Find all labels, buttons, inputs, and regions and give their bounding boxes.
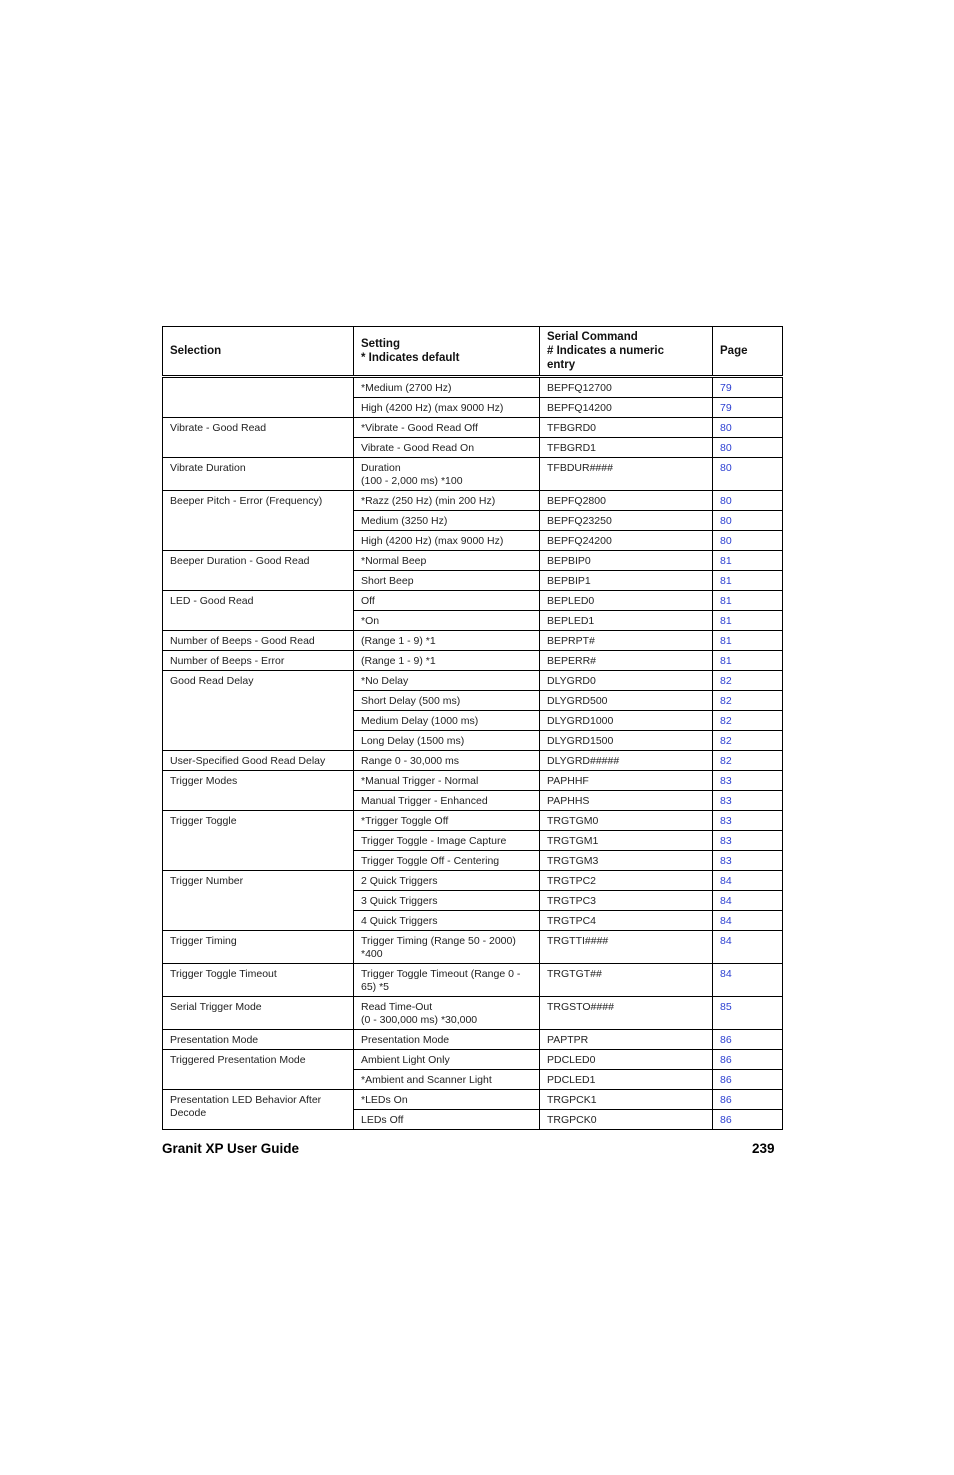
header-serial-title: Serial Command (547, 331, 638, 343)
footer-guide-title: Granit XP User Guide (162, 1141, 300, 1156)
cell-selection: Vibrate - Good Read (163, 418, 354, 458)
page-link[interactable]: 80 (713, 491, 783, 511)
cell-setting: (Range 1 - 9) *1 (354, 651, 540, 671)
cell-serial-command: BEPBIP0 (540, 551, 713, 571)
cell-serial-command: BEPBIP1 (540, 571, 713, 591)
cell-selection: Presentation LED Behavior After Decode (163, 1090, 354, 1130)
page-link[interactable]: 84 (713, 964, 783, 997)
header-page: Page (713, 327, 783, 377)
cell-selection: Beeper Pitch - Error (Frequency) (163, 491, 354, 551)
cell-serial-command: TRGTPC2 (540, 871, 713, 891)
cell-setting: Short Beep (354, 571, 540, 591)
cell-serial-command: TRGPCK0 (540, 1110, 713, 1130)
table-row (163, 458, 783, 491)
cell-serial-command: PAPHHS (540, 791, 713, 811)
cell-serial-command: BEPLED0 (540, 591, 713, 611)
table-row (163, 671, 783, 691)
page-link[interactable]: 83 (713, 831, 783, 851)
page-link[interactable]: 83 (713, 771, 783, 791)
cell-serial-command: BEPFQ24200 (540, 531, 713, 551)
cell-setting: *On (354, 611, 540, 631)
cell-serial-command: TRGTPC3 (540, 891, 713, 911)
cell-selection: Serial Trigger Mode (163, 997, 354, 1030)
cell-serial-command: TRGTPC4 (540, 911, 713, 931)
header-setting-title: Setting (361, 338, 400, 350)
page-link[interactable]: 83 (713, 851, 783, 871)
settings-table (162, 326, 783, 1130)
header-setting (354, 327, 540, 377)
cell-selection: Trigger Toggle Timeout (163, 964, 354, 997)
page-link[interactable]: 79 (713, 398, 783, 418)
page-link[interactable]: 80 (713, 418, 783, 438)
header-serial-command (540, 327, 713, 377)
cell-setting: *LEDs On (354, 1090, 540, 1110)
cell-serial-command: BEPFQ14200 (540, 398, 713, 418)
page-link[interactable]: 82 (713, 731, 783, 751)
page-link[interactable]: 82 (713, 691, 783, 711)
table-row (163, 931, 783, 964)
page-link[interactable]: 81 (713, 551, 783, 571)
page-link[interactable]: 80 (713, 511, 783, 531)
header-setting-note: * Indicates default (361, 352, 460, 364)
cell-serial-command: PAPHHF (540, 771, 713, 791)
cell-selection: Triggered Presentation Mode (163, 1050, 354, 1090)
cell-serial-command: TRGTGM0 (540, 811, 713, 831)
table-row (163, 964, 783, 997)
cell-setting: Presentation Mode (354, 1030, 540, 1050)
table-row (163, 871, 783, 891)
cell-serial-command: DLYGRD0 (540, 671, 713, 691)
cell-serial-command: DLYGRD##### (540, 751, 713, 771)
table-row (163, 551, 783, 571)
page-link[interactable]: 80 (713, 531, 783, 551)
page-link[interactable]: 86 (713, 1030, 783, 1050)
page-link[interactable]: 82 (713, 671, 783, 691)
cell-selection: Presentation Mode (163, 1030, 354, 1050)
page-link[interactable]: 84 (713, 871, 783, 891)
cell-setting: Off (354, 591, 540, 611)
cell-selection: Trigger Toggle (163, 811, 354, 871)
cell-setting: Duration (100 - 2,000 ms) *100 (354, 458, 540, 491)
cell-serial-command: TRGPCK1 (540, 1090, 713, 1110)
cell-serial-command: DLYGRD500 (540, 691, 713, 711)
cell-serial-command: BEPRPT# (540, 631, 713, 651)
cell-setting: Trigger Toggle Off - Centering (354, 851, 540, 871)
cell-setting: LEDs Off (354, 1110, 540, 1130)
cell-selection: Beeper Duration - Good Read (163, 551, 354, 591)
cell-selection: Trigger Modes (163, 771, 354, 811)
cell-selection: Number of Beeps - Error (163, 651, 354, 671)
cell-selection: Vibrate Duration (163, 458, 354, 491)
cell-setting: *Medium (2700 Hz) (354, 377, 540, 398)
header-serial-note-cont: entry (547, 359, 576, 371)
cell-selection: Good Read Delay (163, 671, 354, 751)
page-link[interactable]: 80 (713, 458, 783, 491)
cell-serial-command: PAPTPR (540, 1030, 713, 1050)
cell-serial-command: TRGTTI#### (540, 931, 713, 964)
cell-serial-command: TRGTGT## (540, 964, 713, 997)
cell-setting: 4 Quick Triggers (354, 911, 540, 931)
cell-setting: Long Delay (1500 ms) (354, 731, 540, 751)
cell-serial-command: BEPFQ12700 (540, 377, 713, 398)
page-link[interactable]: 86 (713, 1070, 783, 1090)
page-link[interactable]: 80 (713, 438, 783, 458)
header-selection: Selection (163, 327, 354, 377)
cell-setting: Short Delay (500 ms) (354, 691, 540, 711)
table-row (163, 997, 783, 1030)
cell-setting: Read Time-Out (0 - 300,000 ms) *30,000 (354, 997, 540, 1030)
cell-setting: Range 0 - 30,000 ms (354, 751, 540, 771)
cell-serial-command: BEPFQ23250 (540, 511, 713, 531)
cell-selection: User-Specified Good Read Delay (163, 751, 354, 771)
cell-serial-command: BEPLED1 (540, 611, 713, 631)
table-row (163, 418, 783, 438)
page-link[interactable]: 86 (713, 1090, 783, 1110)
page-link[interactable]: 82 (713, 711, 783, 731)
cell-setting: Ambient Light Only (354, 1050, 540, 1070)
page-link[interactable]: 81 (713, 631, 783, 651)
cell-serial-command: PDCLED0 (540, 1050, 713, 1070)
cell-setting: (Range 1 - 9) *1 (354, 631, 540, 651)
cell-setting: Medium Delay (1000 ms) (354, 711, 540, 731)
cell-setting: *Normal Beep (354, 551, 540, 571)
cell-setting: Trigger Toggle Timeout (Range 0 - 65) *5 (354, 964, 540, 997)
cell-serial-command: DLYGRD1500 (540, 731, 713, 751)
cell-setting: 2 Quick Triggers (354, 871, 540, 891)
page-link[interactable]: 83 (713, 811, 783, 831)
table-row (163, 591, 783, 611)
cell-setting: *Ambient and Scanner Light (354, 1070, 540, 1090)
page-link[interactable]: 81 (713, 651, 783, 671)
cell-setting: *No Delay (354, 671, 540, 691)
cell-selection: Trigger Timing (163, 931, 354, 964)
cell-serial-command: TRGTGM1 (540, 831, 713, 851)
cell-setting: *Trigger Toggle Off (354, 811, 540, 831)
cell-serial-command: TFBGRD1 (540, 438, 713, 458)
cell-serial-command: BEPERR# (540, 651, 713, 671)
cell-setting: Medium (3250 Hz) (354, 511, 540, 531)
table-header-row (163, 327, 783, 377)
page-link[interactable]: 79 (713, 377, 783, 398)
table-row (163, 811, 783, 831)
header-serial-note: # Indicates a numeric (547, 345, 664, 357)
cell-serial-command: TRGSTO#### (540, 997, 713, 1030)
table-row (163, 631, 783, 651)
cell-serial-command: TFBDUR#### (540, 458, 713, 491)
cell-setting: *Manual Trigger - Normal (354, 771, 540, 791)
cell-setting: High (4200 Hz) (max 9000 Hz) (354, 398, 540, 418)
table-row (163, 651, 783, 671)
cell-setting: *Razz (250 Hz) (min 200 Hz) (354, 491, 540, 511)
page-link[interactable]: 81 (713, 571, 783, 591)
page-link[interactable]: 82 (713, 751, 783, 771)
cell-serial-command: DLYGRD1000 (540, 711, 713, 731)
cell-setting: 3 Quick Triggers (354, 891, 540, 911)
footer-page-number: 239 (752, 1141, 775, 1156)
page-link[interactable]: 81 (713, 591, 783, 611)
page-link[interactable]: 81 (713, 611, 783, 631)
table-row (163, 1090, 783, 1110)
cell-serial-command: PDCLED1 (540, 1070, 713, 1090)
page-link[interactable]: 85 (713, 997, 783, 1030)
table-row (163, 1030, 783, 1050)
page-link[interactable]: 86 (713, 1050, 783, 1070)
cell-selection (163, 377, 354, 418)
cell-serial-command: TFBGRD0 (540, 418, 713, 438)
cell-setting: High (4200 Hz) (max 9000 Hz) (354, 531, 540, 551)
page-link[interactable]: 86 (713, 1110, 783, 1130)
page-link[interactable]: 84 (713, 891, 783, 911)
page-link[interactable]: 84 (713, 931, 783, 964)
cell-selection: LED - Good Read (163, 591, 354, 631)
cell-selection: Number of Beeps - Good Read (163, 631, 354, 651)
cell-serial-command: TRGTGM3 (540, 851, 713, 871)
cell-selection: Trigger Number (163, 871, 354, 931)
table-row (163, 377, 783, 398)
table-row (163, 771, 783, 791)
cell-setting: Trigger Timing (Range 50 - 2000) *400 (354, 931, 540, 964)
page-link[interactable]: 83 (713, 791, 783, 811)
cell-setting: *Vibrate - Good Read Off (354, 418, 540, 438)
table-row (163, 491, 783, 511)
cell-setting: Manual Trigger - Enhanced (354, 791, 540, 811)
cell-serial-command: BEPFQ2800 (540, 491, 713, 511)
table-row (163, 1050, 783, 1070)
table-body (163, 377, 783, 1130)
page-link[interactable]: 84 (713, 911, 783, 931)
table-row (163, 751, 783, 771)
cell-setting: Vibrate - Good Read On (354, 438, 540, 458)
cell-setting: Trigger Toggle - Image Capture (354, 831, 540, 851)
